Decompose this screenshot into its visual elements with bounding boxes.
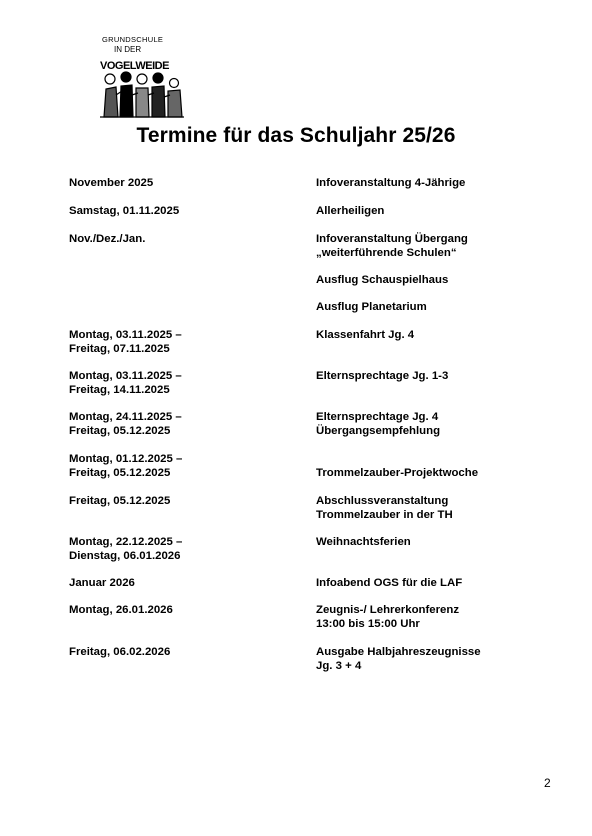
schedule-event-line: Elternsprechtage Jg. 1-3 xyxy=(316,370,449,382)
schedule-date-line: Montag, 01.12.2025 – xyxy=(69,453,183,465)
page-number: 2 xyxy=(544,776,551,790)
schedule-date-line: Freitag, 05.12.2025 xyxy=(69,495,171,507)
schedule-event-line: Weihnachtsferien xyxy=(316,536,411,548)
schedule-date xyxy=(69,232,289,246)
schedule-event-line: Elternsprechtage Jg. 4 xyxy=(316,411,439,423)
schedule-date xyxy=(69,535,289,563)
schedule-event xyxy=(316,232,556,260)
schedule-date xyxy=(69,452,289,480)
schedule-event xyxy=(316,494,556,522)
schedule-date-line: Freitag, 07.11.2025 xyxy=(69,343,170,355)
schedule-date-line: Freitag, 06.02.2026 xyxy=(69,646,171,658)
schedule-event xyxy=(316,452,556,480)
schedule-event xyxy=(316,300,556,314)
schedule-event-line: Ausflug Planetarium xyxy=(316,301,427,313)
schedule-date-line: Januar 2026 xyxy=(69,577,135,589)
schedule-event-line: Ausgabe Halbjahreszeugnisse xyxy=(316,646,481,658)
schedule-event-line: Allerheiligen xyxy=(316,205,385,217)
schedule-event xyxy=(316,273,556,287)
schedule-event-line: Klassenfahrt Jg. 4 xyxy=(316,329,415,341)
schedule-event xyxy=(316,328,556,342)
schedule-event-line: Jg. 3 + 4 xyxy=(316,660,362,672)
schedule-event-line: Infoveranstaltung Übergang xyxy=(316,233,468,245)
schedule-date-line: Montag, 26.01.2026 xyxy=(69,604,173,616)
schedule-event xyxy=(316,369,556,383)
schedule-date-line: Montag, 24.11.2025 – xyxy=(69,411,182,423)
schedule-event xyxy=(316,176,556,190)
schedule-event-line: Übergangsempfehlung xyxy=(316,425,441,437)
logo-line-1: GRUNDSCHULE xyxy=(102,35,164,44)
schedule-event xyxy=(316,603,556,631)
schedule-date xyxy=(69,603,289,617)
schedule-date-line: Freitag, 14.11.2025 xyxy=(69,384,170,396)
schedule-date-line: Nov./Dez./Jan. xyxy=(69,233,146,245)
schedule-date-line: Montag, 03.11.2025 – xyxy=(69,329,182,341)
schedule-date-line: Montag, 03.11.2025 – xyxy=(69,370,182,382)
schedule-date-line: Freitag, 05.12.2025 xyxy=(69,425,171,437)
schedule-date-line: Dienstag, 06.01.2026 xyxy=(69,550,181,562)
logo-line-3: VOGELWEIDE xyxy=(100,60,169,72)
schedule-event xyxy=(316,535,556,549)
schedule-event-line: 13:00 bis 15:00 Uhr xyxy=(316,618,420,630)
schedule-event-line: Infoveranstaltung 4-Jährige xyxy=(316,177,466,189)
schedule-date xyxy=(69,204,289,218)
schedule-date xyxy=(69,576,289,590)
schedule-event-line: Abschlussveranstaltung xyxy=(316,495,449,507)
schedule-event xyxy=(316,576,556,590)
schedule-event-line: „weiterführende Schulen“ xyxy=(316,247,457,259)
schedule-date xyxy=(69,645,289,659)
schedule-date-line: Freitag, 05.12.2025 xyxy=(69,467,171,479)
schedule-date xyxy=(69,176,289,190)
schedule-event-line: Zeugnis-/ Lehrerkonferenz xyxy=(316,604,460,616)
schedule-event-line: Infoabend OGS für die LAF xyxy=(316,577,463,589)
schedule-event-line: Ausflug Schauspielhaus xyxy=(316,274,449,286)
page-title: Termine für das Schuljahr 25/26 xyxy=(136,124,456,147)
schedule-date xyxy=(69,328,289,356)
schedule-date xyxy=(69,369,289,397)
schedule-event xyxy=(316,645,556,673)
logo-line-2: IN DER xyxy=(114,45,142,54)
schedule-event-line: Trommelzauber in der TH xyxy=(316,509,453,521)
schedule-event-line xyxy=(316,452,556,466)
schedule-date xyxy=(69,410,289,438)
schedule-event xyxy=(316,410,556,438)
schedule-date-line: Samstag, 01.11.2025 xyxy=(69,205,180,217)
schedule-date-line: November 2025 xyxy=(69,177,154,189)
schedule-event xyxy=(316,204,556,218)
schedule-date xyxy=(69,494,289,508)
schedule-event-line: Trommelzauber-Projektwoche xyxy=(316,467,479,479)
schedule-date-line: Montag, 22.12.2025 – xyxy=(69,536,183,548)
